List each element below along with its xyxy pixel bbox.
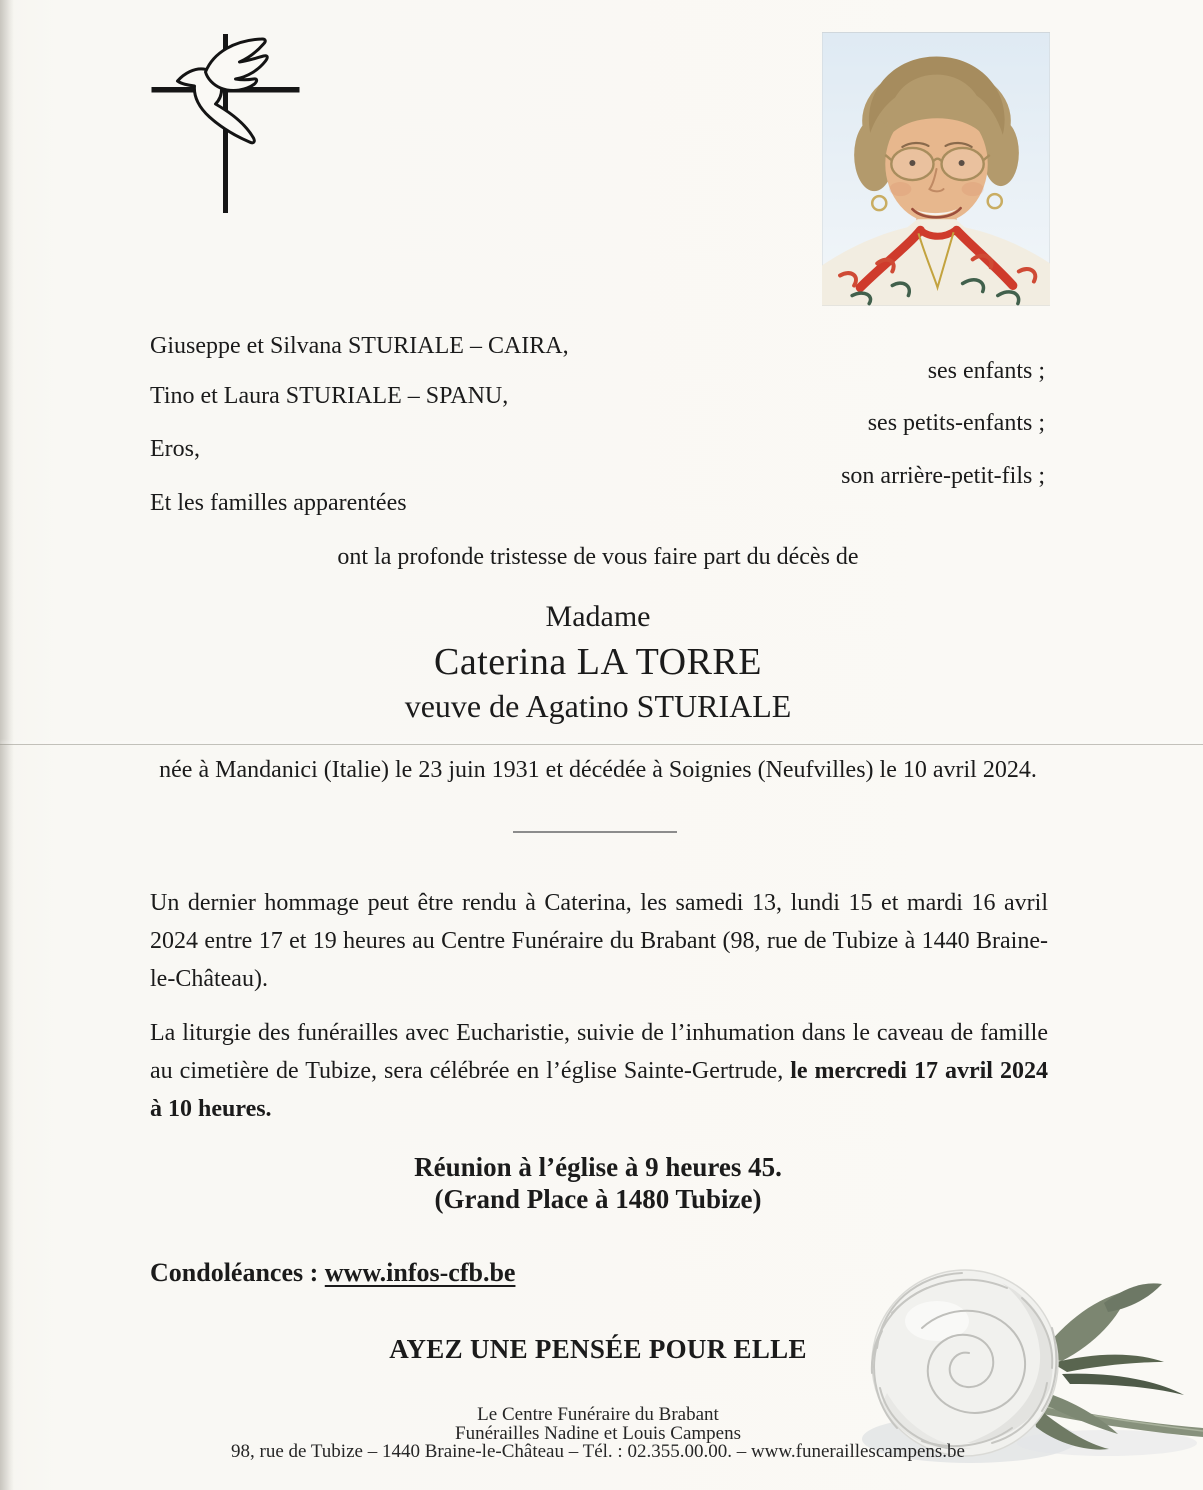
birth-death-line: née à Mandanici (Italie) le 23 juin 1931 et décédée à Soignies (Neufvilles) le 10 avril 2024.	[159, 757, 1037, 783]
funeral-home-address: 98, rue de Tubize – 1440 Braine-le-Château – Tél. : 02.355.00.00. – www.funeraillescampens.be	[231, 1441, 965, 1462]
family-line: Eros,	[150, 436, 200, 462]
family-relation: son arrière-petit-fils ;	[841, 463, 1045, 489]
family-relation: ses petits-enfants ;	[867, 410, 1045, 436]
paper-fold-line	[0, 744, 1203, 745]
family-line: Giuseppe et Silvana STURIALE – CAIRA,	[150, 333, 569, 359]
section-divider	[513, 831, 677, 833]
liturgy-text: La liturgie des funérailles avec Eucharistie, suivie de l’inhumation dans le caveau de famille au cimetière de Tubize, sera célébrée en l’église Sainte-Gertrude,	[150, 1020, 1048, 1084]
church-meeting-place: (Grand Place à 1480 Tubize)	[434, 1184, 762, 1214]
portrait-photo	[822, 32, 1050, 306]
church-meeting-line: Réunion à l’église à 9 heures 45.	[414, 1152, 782, 1182]
family-line: Et les familles apparentées	[150, 490, 407, 516]
condolences-link[interactable]: www.infos-cfb.be	[324, 1258, 516, 1287]
condolences-line	[150, 1258, 515, 1288]
family-line: Tino et Laura STURIALE – SPANU,	[150, 383, 509, 409]
condolences-label: Condoléances :	[150, 1258, 325, 1287]
family-relation: ses enfants ;	[927, 358, 1045, 384]
tribute-line: AYEZ UNE PENSÉE POUR ELLE	[389, 1334, 807, 1364]
funeral-home-name: Le Centre Funéraire du Brabant	[477, 1404, 719, 1425]
last-homage-paragraph: Un dernier hommage peut être rendu à Caterina, les samedi 13, lundi 15 et mardi 16 avril 2024 entre 17 et 19 heures au Centre Funéraire du Brabant (98, rue de Tubize à 1440 Braine-le-Château).	[150, 890, 1048, 992]
announcement-intro: ont la profonde tristesse de vous faire part du décès de	[337, 544, 859, 570]
deceased-title: Madame	[545, 600, 651, 633]
liturgy-paragraph	[150, 1014, 1048, 1128]
cross-dove-icon	[147, 28, 312, 218]
widow-line: veuve de Agatino STURIALE	[404, 688, 792, 724]
scan-edge-shadow	[0, 0, 14, 1490]
deceased-name: Caterina LA TORRE	[434, 641, 762, 683]
funeral-home-owners: Funérailles Nadine et Louis Campens	[455, 1423, 741, 1444]
liturgy-date-bold: le mercredi 17 avril 2024 à 10 heures.	[150, 1058, 1048, 1122]
